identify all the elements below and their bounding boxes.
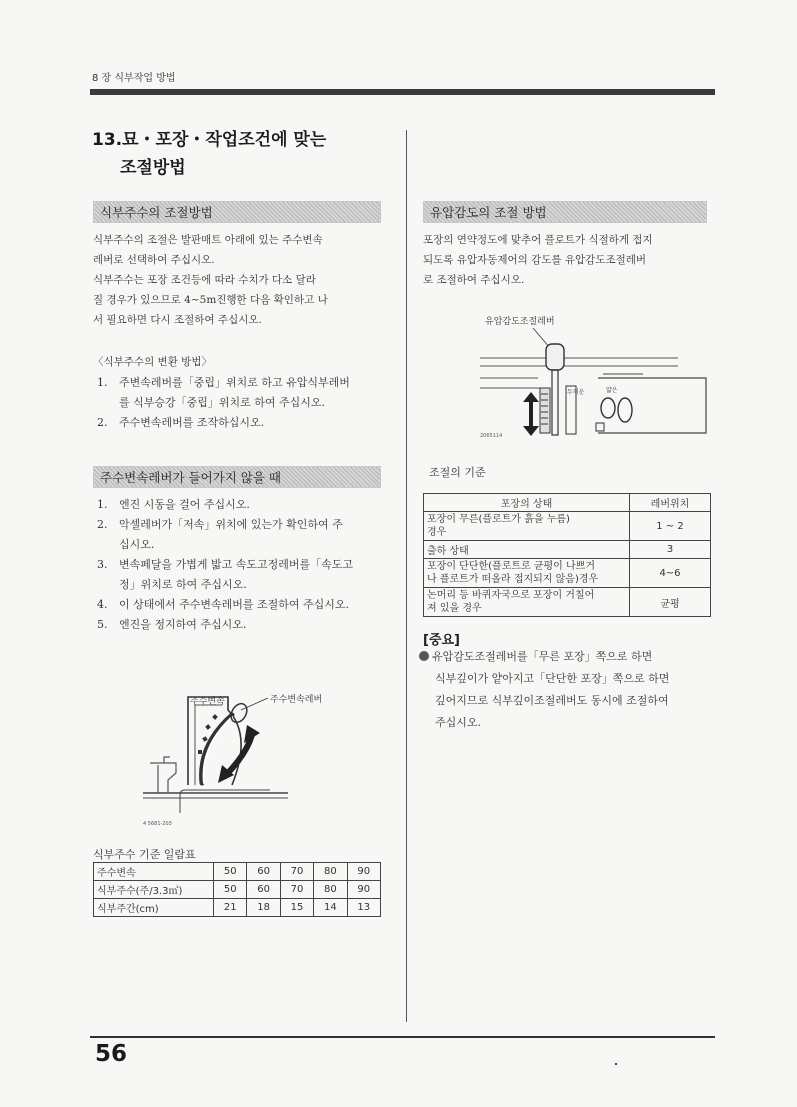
criteria-table <box>423 493 711 617</box>
step-number: 5. <box>97 618 108 631</box>
text-line: 변속페달을 가볍게 밟고 속도고정레버를「속도고 <box>119 558 354 571</box>
list-item <box>97 515 392 555</box>
table-row <box>94 899 381 917</box>
table-cell: 60 <box>247 863 280 881</box>
subsection-title: 주수변속레버가 들어가지 않을 때 <box>100 470 281 485</box>
text-line: 주수변속레버를 조작하십시오. <box>119 416 265 429</box>
table-header-cell: 레버위치 <box>630 494 711 512</box>
table-row <box>94 863 381 881</box>
column-divider <box>406 130 407 1022</box>
table-cell: 15 <box>280 899 313 917</box>
figure-label-jusu: 주수변속 <box>190 697 225 707</box>
text-line: 질 경우가 있으므로 4~5m진행한 다음 확인하고 나 <box>93 294 328 306</box>
text-line: 로 조절하여 주십시오. <box>423 274 525 286</box>
cell-line: 논머리 등 바퀴자국으로 포장이 거칠어 <box>427 590 595 601</box>
table-cell: 70 <box>280 881 313 899</box>
table-cell: 80 <box>314 881 347 899</box>
subsection-bar-hydraulic <box>423 201 707 223</box>
text-line: 엔진을 정지하여 주십시오. <box>119 618 247 631</box>
table-cell: 3 <box>630 541 711 559</box>
section-title <box>92 126 326 182</box>
planting-lever-figure <box>140 685 390 830</box>
cell-line: 포장이 단단한(플로트로 균평이 나쁘거 <box>427 561 595 572</box>
note-line: 주십시오. <box>435 716 482 729</box>
table-cell: 식부주수(주/3.3㎡) <box>94 881 214 899</box>
criteria-caption: 조절의 기준 <box>429 466 486 479</box>
text-line: 정」위치로 하여 주십시오. <box>119 578 247 591</box>
table-row <box>424 512 711 541</box>
table-cell: 90 <box>347 881 380 899</box>
subsection-bar-lever-stuck <box>93 466 381 488</box>
text-line: 서 필요하면 다시 조절하여 주십시오. <box>93 314 262 326</box>
figure-code: 4 5681-203 <box>143 821 172 827</box>
hydraulic-lever-figure <box>478 308 708 443</box>
note-line: 깊어지므로 식부깊이조절레버도 동시에 조절하여 <box>435 694 669 707</box>
step-number: 3. <box>97 558 108 571</box>
method-steps <box>97 373 392 433</box>
step-number: 4. <box>97 598 108 611</box>
running-head: 8 장 식부작업 방법 <box>92 73 176 84</box>
text-line: 포장의 연약정도에 맞추어 플로트가 식절하게 접지 <box>423 234 653 246</box>
note-line <box>419 646 711 668</box>
table-row <box>94 881 381 899</box>
text-line: 악셀레버가「저속」위치에 있는가 확인하여 주 <box>119 518 343 531</box>
cell-line: 나 플로트가 떠올라 접지되지 않음)경우 <box>427 574 599 585</box>
note-text: 유압감도조절레버를「무른 포장」쪽으로 하면 <box>432 650 653 663</box>
important-note <box>419 646 711 734</box>
list-item <box>97 615 392 635</box>
table-header-cell: 포장의 상태 <box>424 494 630 512</box>
footer-mark <box>615 1063 617 1065</box>
table-cell: 70 <box>280 863 313 881</box>
step-number: 1. <box>97 376 108 389</box>
footer-rule <box>90 1036 715 1038</box>
text-line: 식부주수는 포장 조건등에 따라 수치가 다소 달라 <box>93 274 316 286</box>
table-cell: 식부주간(cm) <box>94 899 214 917</box>
table-cell: 90 <box>347 863 380 881</box>
header-rule <box>90 89 715 95</box>
table-cell: 14 <box>314 899 347 917</box>
bullet-icon <box>419 651 429 661</box>
step-number: 2. <box>97 518 108 531</box>
text-line: 되도록 유압자동제어의 감도를 유압감도조절레버 <box>423 254 647 266</box>
step-number: 2. <box>97 416 108 429</box>
table-row <box>424 588 711 617</box>
table-cell: 주수변속 <box>94 863 214 881</box>
table-cell: 80 <box>314 863 347 881</box>
text-line: 주변속레버를「중립」위치로 하고 유압식부레버 <box>119 376 350 389</box>
table-cell <box>424 541 630 559</box>
list-item <box>97 595 392 615</box>
table-cell: 균평 <box>630 588 711 617</box>
table-cell: 4~6 <box>630 559 711 588</box>
table-cell: 50 <box>214 863 247 881</box>
text-line: 엔진 시동을 걸어 주십시오. <box>119 498 250 511</box>
method-heading: 〈식부주수의 변환 방법〉 <box>93 356 212 368</box>
table-cell: 21 <box>214 899 247 917</box>
figure-code: 2065114 <box>480 433 503 439</box>
step-number: 1. <box>97 498 108 511</box>
planting-count-paragraph <box>93 230 393 330</box>
cell-line: 출하 상태 <box>427 546 469 557</box>
note-line: 식부깊이가 얕아지고「단단한 포장」쪽으로 하면 <box>435 672 670 685</box>
table-cell: 13 <box>347 899 380 917</box>
table-row <box>424 559 711 588</box>
cell-line: 져 있을 경우 <box>427 603 482 614</box>
table-cell <box>424 588 630 617</box>
section-title-line-2: 조절방법 <box>120 158 186 178</box>
list-item <box>97 495 392 515</box>
figure-callout-lever: 주수변속레버 <box>270 695 323 705</box>
table-cell <box>424 512 630 541</box>
figure-label-hydraulic: 유압감도조절레버 <box>485 317 555 327</box>
cell-line: 포장이 무른(플로트가 흙을 누름) <box>427 514 570 525</box>
figure-small-label: 두꺼운 <box>567 389 585 396</box>
list-item <box>97 373 392 413</box>
subsection-title: 유압감도의 조절 방법 <box>430 205 547 220</box>
table-cell: 1 ~ 2 <box>630 512 711 541</box>
table-caption-planting: 식부주수 기준 일람표 <box>93 848 196 861</box>
text-line: 십시오. <box>119 538 155 551</box>
text-line: 식부주수의 조절은 발판매트 아래에 있는 주수변속 <box>93 234 323 246</box>
list-item <box>97 555 392 595</box>
planting-count-table <box>93 862 381 917</box>
subsection-bar-planting-count <box>93 201 381 223</box>
text-line: 이 상태에서 주수변속레버를 조절하여 주십시오. <box>119 598 350 611</box>
figure-small-label: 얇은 <box>606 387 618 394</box>
important-heading: [중요] <box>423 633 460 648</box>
page-number: 56 <box>95 1041 128 1067</box>
table-cell: 50 <box>214 881 247 899</box>
cell-line: 경우 <box>427 527 447 538</box>
table-cell: 18 <box>247 899 280 917</box>
subsection-title: 식부주수의 조절방법 <box>100 205 213 220</box>
table-row <box>424 541 711 559</box>
hydraulic-paragraph <box>423 230 713 290</box>
table-cell: 60 <box>247 881 280 899</box>
list-item <box>97 413 392 433</box>
section-title-line-1: 13.묘・포장・작업조건에 맞는 <box>92 130 327 150</box>
text-line: 를 식부승강「중립」위치로 하여 주십시오. <box>119 396 326 409</box>
lever-stuck-steps <box>97 495 392 635</box>
table-cell <box>424 559 630 588</box>
table-row <box>424 494 711 512</box>
text-line: 레버로 선택하여 주십시오. <box>93 254 215 266</box>
